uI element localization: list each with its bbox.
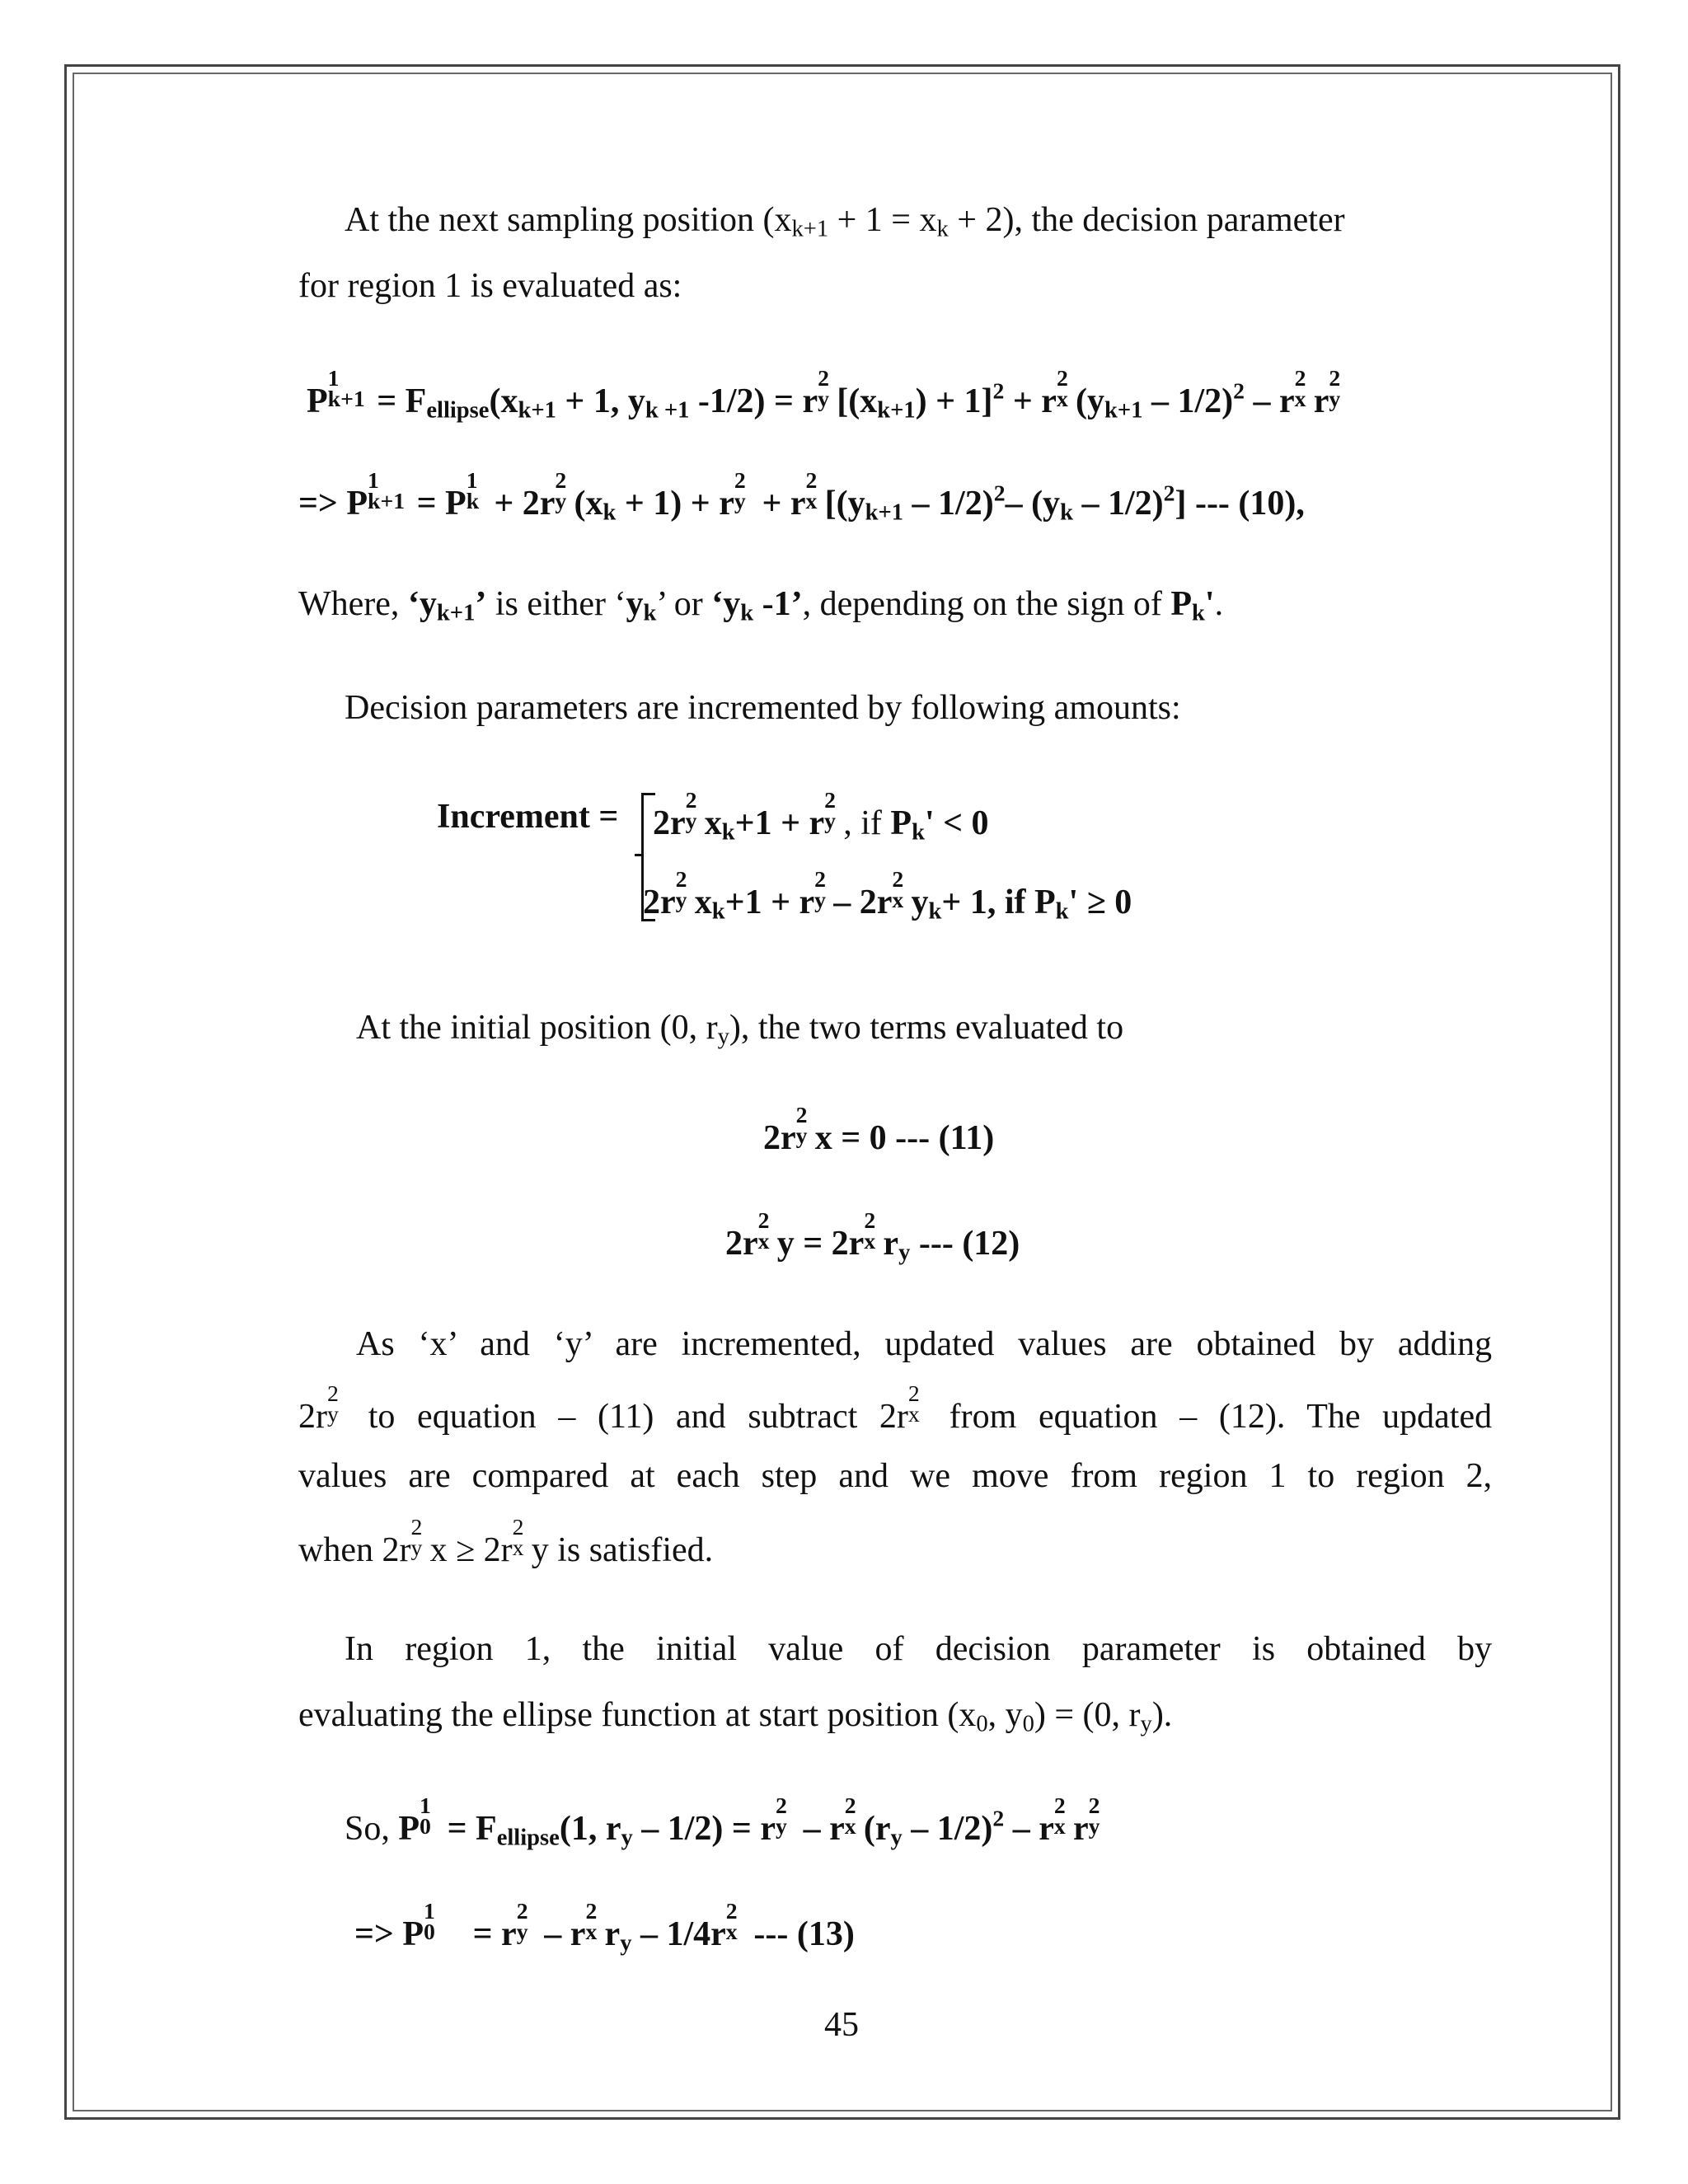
p3l1-word: initial (656, 1630, 738, 1668)
p2l3-word: are (408, 1457, 451, 1495)
p3l1-word: of (874, 1630, 904, 1668)
increment-label: Increment = (437, 798, 619, 836)
p2l3-word: 2, (1465, 1457, 1493, 1495)
equation-p0-ellipse: So, P 1 0 = $F_{ellipse}(1$, $r_y - 1/2) = r$ 2 y – r 2 x $(r_y - 1/2)^2$ – r 2 x r 2 y (345, 1792, 1100, 1851)
p3l1-word: the (582, 1630, 625, 1668)
p2l1-word: As (356, 1325, 395, 1363)
p2l3-word: and (838, 1457, 889, 1495)
equation-p-k-plus-1: P 1 k+1 = $F_{ellipse}(x_{k+1} + 1$, $y_{k +1}$ -1/2) = r 2 y $[(x_{k+1}) + 1]^2 + r$ 2 x $(y_{k+1} - 1/2)^2$ – r 2 x r 2 y (307, 364, 1341, 424)
increment-case-2: 2r 2 y $x_k+1 + r$ 2 y – 2r 2 x $y_k+ 1$, if $P_k' \ge 0$ (643, 865, 1132, 925)
p2l1-word: by (1339, 1325, 1374, 1363)
p2l1-word: values (1018, 1325, 1107, 1363)
p2l3-word: we (910, 1457, 951, 1495)
p3l1-word: value (768, 1630, 844, 1668)
p2l1-word: are (615, 1325, 658, 1363)
p2l1-word: ‘y’ (553, 1325, 592, 1363)
p2l3-word: at (630, 1457, 655, 1495)
equation-10: => P 1 k+1 = P 1 k + 2r 2 y $(x_k + 1) + r$ 2 y + r 2 x [$(y_{k+1} - 1/2)^2-$ $(y_k - 1/2)^2$] --- (10), (298, 466, 1305, 526)
p2l1-word: are (1130, 1325, 1173, 1363)
p3l1-word: is (1252, 1630, 1276, 1668)
paragraph-3-line-1 (345, 1632, 1492, 1666)
paragraph-1-line-1: At the next sampling position $(x_{k+1} + 1 = x_k + 2)$, the decision parameter (345, 201, 1345, 242)
increment-case-1: 2r 2 y $x_k+1 + r$ 2 y , if $P_k' < 0$ (653, 786, 989, 846)
p3l1-word: by (1457, 1630, 1493, 1668)
p3l1-word: obtained (1306, 1630, 1426, 1668)
p3l1-word: 1, (524, 1630, 551, 1668)
paragraph-2-line-2: 2r 2 y to equation – (11) and subtract 2r 2 x from equation – (12). The updated (298, 1380, 1493, 1436)
p3l1-word: region (405, 1630, 494, 1668)
paragraph-3-line-2: evaluating the ellipse function at start position ($x_0$, $y_0) = (0$, $r_y$). (298, 1696, 1173, 1737)
p2l2b-word: – (1179, 1398, 1198, 1436)
where-line: Where, ‘$y_{k+1}$’ is either ‘$y_k$’ or ‘$y_k$ -1’, depending on the sign of $P_k'$. (298, 585, 1224, 626)
equation-11: 2r 2 y x = 0 --- (11) (763, 1101, 995, 1157)
paragraph-2-line-1 (356, 1327, 1492, 1361)
p2l2a-word: (11) (597, 1398, 654, 1436)
p2l3-word: 1 (1268, 1457, 1287, 1495)
p2l1-word: ‘x’ (418, 1325, 457, 1363)
p2l2a-word: equation (417, 1398, 537, 1436)
p2l2b-word: updated (1382, 1398, 1493, 1436)
p2l3-word: compared (471, 1457, 609, 1495)
equation-12: 2r 2 x y = 2r 2 x $r_y$ --- (12) (725, 1207, 1020, 1266)
p2l1-word: and (480, 1325, 530, 1363)
paragraph-2-line-3 (298, 1459, 1492, 1493)
p2l3-word: region (1356, 1457, 1445, 1495)
p3l1-word: In (345, 1630, 373, 1668)
p2l2b-word: (12). (1218, 1398, 1286, 1436)
p2l1-word: updated (884, 1325, 995, 1363)
p3l1-word: decision (935, 1630, 1051, 1668)
p2l2a-word: – (558, 1398, 576, 1436)
page-number: 45 (824, 2006, 859, 2044)
p2l3-word: to (1307, 1457, 1335, 1495)
increments-intro: Decision parameters are incremented by following amounts: (345, 689, 1181, 727)
p3l1-word: parameter (1081, 1630, 1221, 1668)
p2l2b-word: equation (1038, 1398, 1158, 1436)
p2l1-word: obtained (1196, 1325, 1316, 1363)
p2l3-word: values (298, 1457, 387, 1495)
p2l2a-word: subtract (748, 1398, 858, 1436)
p2l2a-word: to (368, 1398, 396, 1436)
p2l2a-word: and (676, 1398, 726, 1436)
paragraph-1-line-2: for region 1 is evaluated as: (298, 267, 682, 305)
p2l3-word: from (1070, 1457, 1138, 1495)
p2l3-word: region (1159, 1457, 1248, 1495)
p2l2b-word: from (949, 1398, 1017, 1436)
p2l3-word: each (676, 1457, 740, 1495)
initial-position-line: At the initial position (0, $r_y$), the two terms evaluated to (356, 1009, 1124, 1050)
increment-brace-tick (635, 854, 641, 856)
equation-13: => P 1 0 = r 2 y – r 2 x $r_y - 1/4r$ 2 x --- (13) (354, 1897, 855, 1957)
p2l3-word: move (972, 1457, 1049, 1495)
paragraph-2-line-4: when 2r 2 y x ≥ 2r 2 x y is satisfied. (298, 1513, 714, 1569)
p2l1-word: incremented, (681, 1325, 861, 1363)
p2l1-word: adding (1397, 1325, 1493, 1363)
p2l3-word: step (761, 1457, 818, 1495)
p2l2b-word: The (1306, 1398, 1361, 1436)
